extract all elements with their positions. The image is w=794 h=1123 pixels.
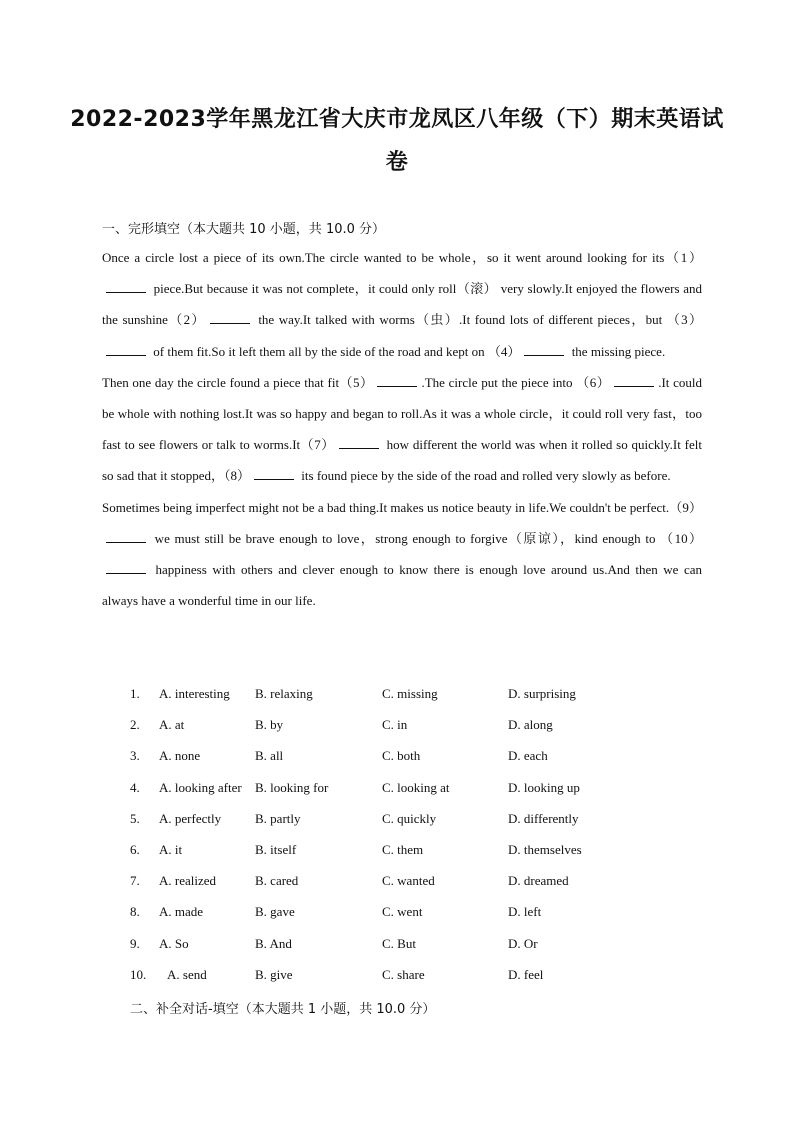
answer-blank-9 <box>106 530 146 543</box>
passage-paragraph-1: Once a circle lost a piece of its own.The circle wanted to be whole，so it went around looking for its（1） piece.But because it was not complete，it could only roll（滚） very slowly.It enjoyed the flowers and the sunshine（2） the way.It talked with worms（虫）.It found lots of different pieces，but （3） of them fit.So it left them all by the side of the road and kept on （4） the missing piece. <box>102 250 702 359</box>
option-d: D. feel <box>508 966 544 982</box>
option-row: 3. A. none B. all C. both D. each <box>130 748 548 764</box>
option-row: 7. A. realized B. cared C. wanted D. dreamed <box>130 873 569 889</box>
option-row: 4. A. looking after B. looking for C. looking at D. looking up <box>130 779 580 795</box>
answer-blank-7 <box>339 436 379 449</box>
answer-blank-1 <box>106 280 146 293</box>
option-d: D. along <box>508 717 553 733</box>
passage-paragraph-2: Then one day the circle found a piece that fit（5） .The circle put the piece into （6） .It could be whole with nothing lost.It was so happy and began to roll.As it was a whole circle，it could roll very fast，too fast to see flowers or talk to worms.It（7） how different the world was when it rolled so quickly.It felt so sad that it stopped，（8） its found piece by the side of the road and rolled very slowly as before. <box>102 374 702 484</box>
option-b: B. all <box>255 748 284 764</box>
option-c: C. wanted <box>382 873 435 889</box>
option-a: A. it <box>159 841 183 857</box>
option-b: B. itself <box>255 841 297 857</box>
section-heading-dialogue: 二、补全对话-填空（本大题共 1 小题，共 10.0 分） <box>130 1002 436 1017</box>
option-d: D. each <box>508 748 548 764</box>
option-d: D. themselves <box>508 841 582 857</box>
option-row: 6. A. it B. itself C. them D. themselves <box>130 841 582 857</box>
answer-blank-6 <box>614 374 654 387</box>
option-a: A. realized <box>159 873 217 889</box>
option-row: 10. A. send B. give C. share D. feel <box>130 966 544 982</box>
option-c: C. went <box>382 904 423 920</box>
option-d: D. Or <box>508 935 538 951</box>
answer-blank-4 <box>524 343 564 356</box>
option-b: B. partly <box>255 810 301 826</box>
option-row: 9. A. So B. And C. But D. Or <box>130 935 538 951</box>
option-c: C. quickly <box>382 810 437 826</box>
option-d: D. differently <box>508 810 579 826</box>
answer-blank-8 <box>254 467 294 480</box>
cloze-passage <box>102 242 702 616</box>
option-a: A. interesting <box>159 686 230 701</box>
option-a: A. at <box>159 717 185 733</box>
option-b: B. gave <box>255 904 295 920</box>
answer-options <box>102 679 722 991</box>
option-a: A. made <box>159 904 204 920</box>
passage-paragraph-3: Sometimes being imperfect might not be a bad thing.It makes us notice beauty in life.We couldn't be perfect.（9） we must still be brave enough to love，strong enough to forgive（原谅），kind enough to （10） happiness with others and clever enough to know there is enough love around us.And then we can always have a wonderful time in our life. <box>102 499 702 609</box>
exam-title: 2022-2023学年黑龙江省大庆市龙凤区八年级（下）期末英语试卷 <box>70 107 724 175</box>
option-row: 2. A. at B. by C. in D. along <box>130 717 553 733</box>
option-row: 1. A. interesting B. relaxing C. missing D. surprising <box>130 686 576 701</box>
option-a: A. send <box>167 966 207 982</box>
option-b: B. by <box>255 717 284 733</box>
option-d: D. left <box>508 904 542 920</box>
option-row: 5. A. perfectly B. partly C. quickly D. differently <box>130 810 579 826</box>
option-d: D. looking up <box>508 779 580 795</box>
option-d: D. surprising <box>508 686 576 701</box>
option-b: B. And <box>255 935 292 951</box>
option-c: C. But <box>382 935 416 951</box>
option-b: B. give <box>255 966 293 982</box>
answer-blank-3 <box>106 343 146 356</box>
option-b: B. looking for <box>255 779 329 795</box>
option-a: A. looking after <box>159 779 242 795</box>
option-b: B. cared <box>255 873 299 889</box>
answer-blank-2 <box>210 311 250 324</box>
option-c: C. looking at <box>382 779 450 795</box>
option-c: C. them <box>382 841 424 857</box>
option-a: A. perfectly <box>159 810 222 826</box>
option-b: B. relaxing <box>255 686 313 701</box>
option-a: A. none <box>159 748 201 764</box>
option-c: C. share <box>382 966 425 982</box>
option-c: C. both <box>382 748 421 764</box>
answer-blank-10 <box>106 561 146 574</box>
answer-blank-5 <box>377 374 417 387</box>
option-a: A. So <box>159 935 189 951</box>
option-row: 8. A. made B. gave C. went D. left <box>130 904 542 920</box>
option-c: C. in <box>382 717 408 733</box>
section-heading-cloze: 一、完形填空（本大题共 10 小题，共 10.0 分） <box>102 222 386 237</box>
option-c: C. missing <box>382 686 438 701</box>
option-d: D. dreamed <box>508 873 569 889</box>
